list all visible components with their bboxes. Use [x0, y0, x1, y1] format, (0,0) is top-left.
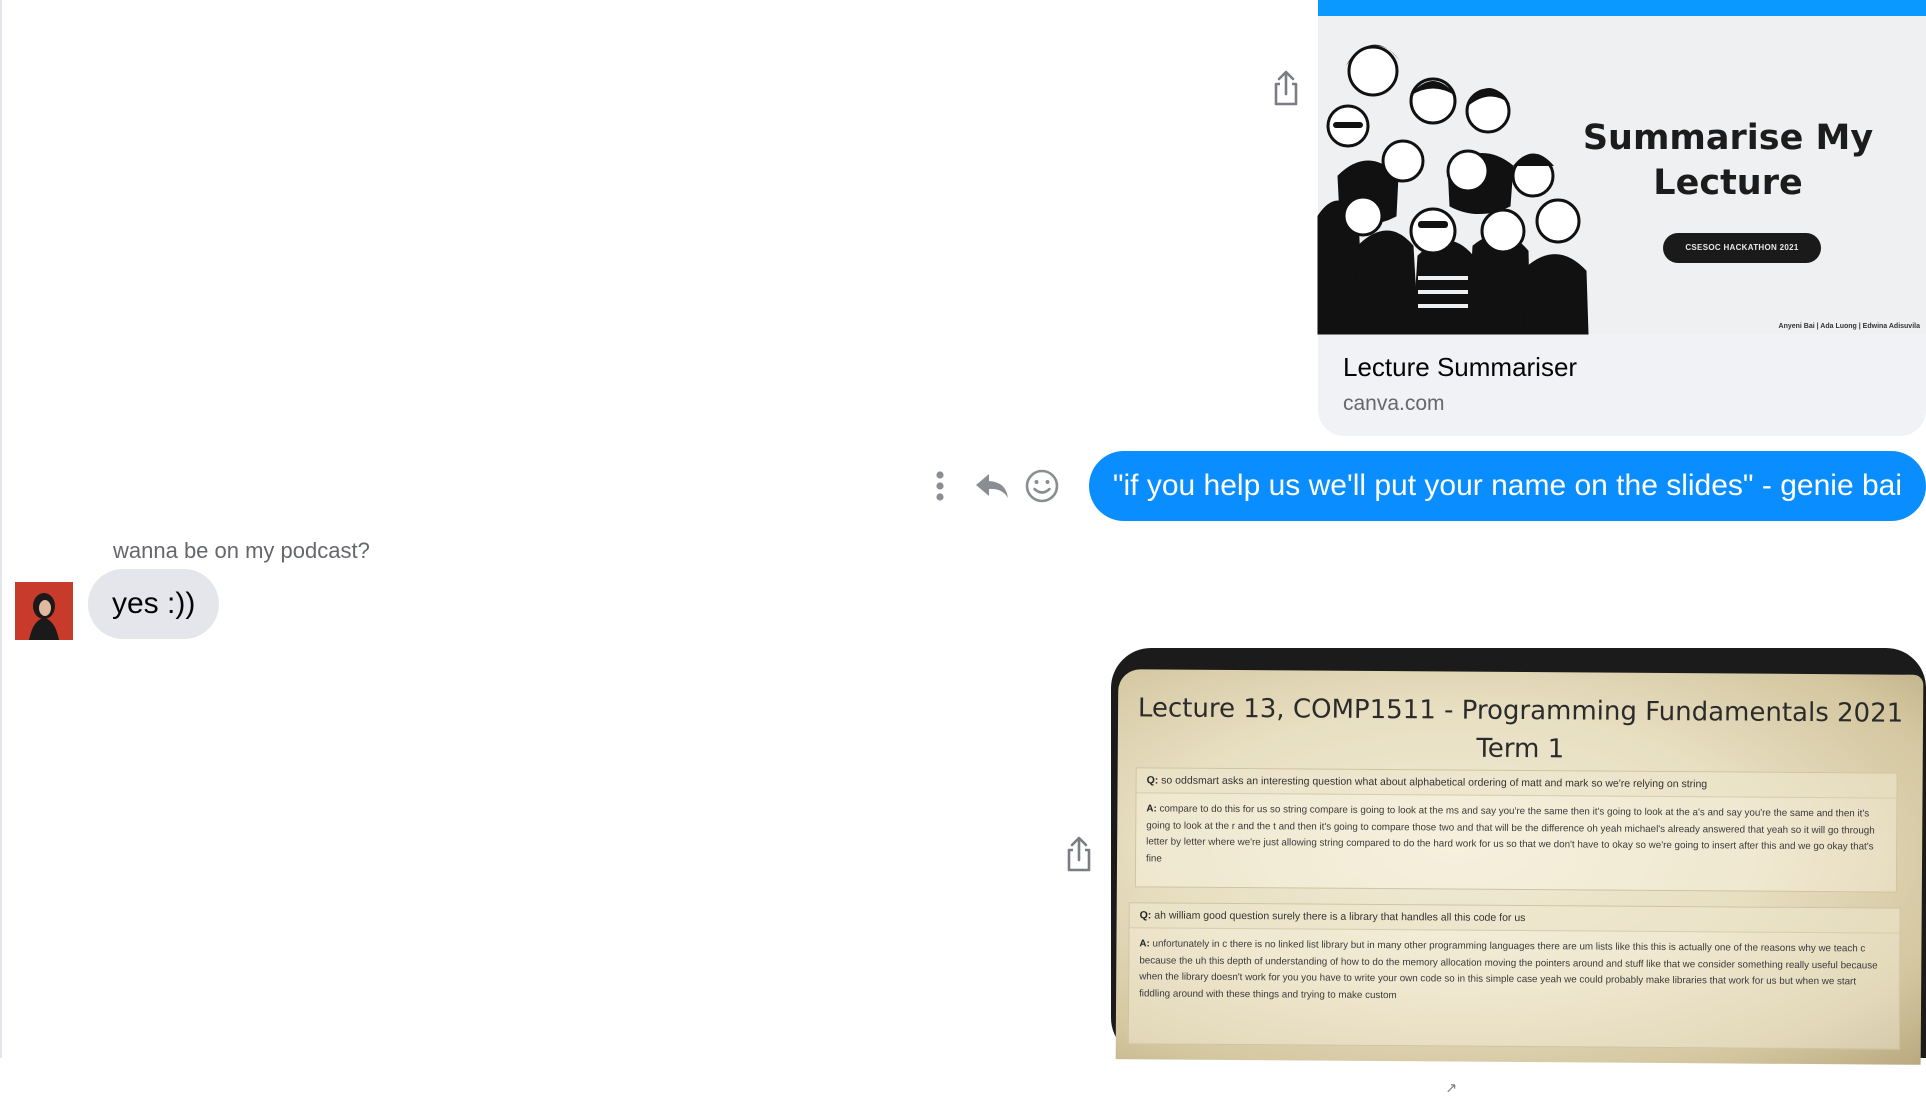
reply-context-text[interactable]: wanna be on my podcast?	[113, 538, 370, 563]
react-emoji-icon[interactable]	[1022, 466, 1062, 506]
question-text: so oddsmart asks an interesting question what about alphabetical ordering of matt and mark so we're relying on string	[1161, 774, 1708, 791]
qa-card	[1135, 767, 1898, 892]
avatar[interactable]	[15, 582, 73, 640]
more-options-icon[interactable]	[930, 466, 950, 506]
incoming-message-bubble[interactable]: yes :))	[88, 569, 219, 639]
slide-title: Summarise My Lecture	[1582, 118, 1874, 203]
answer-label: A:	[1139, 938, 1150, 950]
lecture-title: Lecture 13, COMP1511 - Programming Fundamentals 2021 Term 1	[1137, 693, 1904, 765]
answer-text: unfortunately in c there is no linked list library but in many other programming languages there are um lists like this this is actually one of the reasons why we teach c because the uh this depth of understanding of how to do the memory allocation moving the pointers around and stuff like that we consider something really useful because when the library doesn't work for you you have to write your own code so in this simple case yeah we could probably make libraries that work for us but when we start fiddling around with these things and trying to make custom	[1139, 938, 1878, 1001]
share-icon[interactable]	[1268, 68, 1304, 108]
question-text: ah william good question surely there is a library that handles all this code for us	[1154, 909, 1526, 925]
crowd-illustration	[1318, 16, 1588, 334]
answer-text: compare to do this for us so string compare is going to look at the ms and say you're the same then it's going to look at the a's and say you're the same and then it's going to look at the r and the t and then it's going to compare those two and that will be the difference oh yeah michael's already answered that yeah so it will go through letter by letter where we're just allowing string compared to do the hard work for us so that we don't have to okay so we're going to insert after this and we go okay that's fine	[1146, 803, 1875, 865]
outgoing-message-bubble[interactable]: "if you help us we'll put your name on the slides" - genie bai	[1089, 451, 1926, 521]
question-label: Q:	[1146, 774, 1159, 787]
share-icon[interactable]	[1061, 834, 1097, 874]
link-title[interactable]: Lecture Summariser	[1343, 352, 1578, 382]
slide-footer: Anyeni Bai | Ada Luong | Edwina Adisuvila	[1778, 323, 1920, 330]
photo-attachment[interactable]	[1111, 648, 1926, 1096]
reply-icon[interactable]	[972, 466, 1012, 506]
left-border	[0, 0, 2, 1058]
link-preview-image	[1318, 16, 1926, 334]
question-label: Q:	[1139, 909, 1152, 922]
qa-card	[1128, 902, 1901, 1049]
slide-pill-label: CSESOC HACKATHON 2021	[1663, 233, 1821, 263]
answer-line	[1136, 793, 1897, 880]
link-preview-card[interactable]	[1318, 0, 1926, 436]
link-preview-header-bar	[1318, 0, 1926, 16]
mouse-cursor-icon: ↗	[1445, 1079, 1458, 1096]
laptop-screen	[1116, 669, 1924, 1096]
answer-label: A:	[1146, 803, 1157, 815]
link-domain: canva.com	[1343, 392, 1445, 415]
message-actions	[930, 466, 1090, 506]
answer-line	[1129, 928, 1900, 1015]
